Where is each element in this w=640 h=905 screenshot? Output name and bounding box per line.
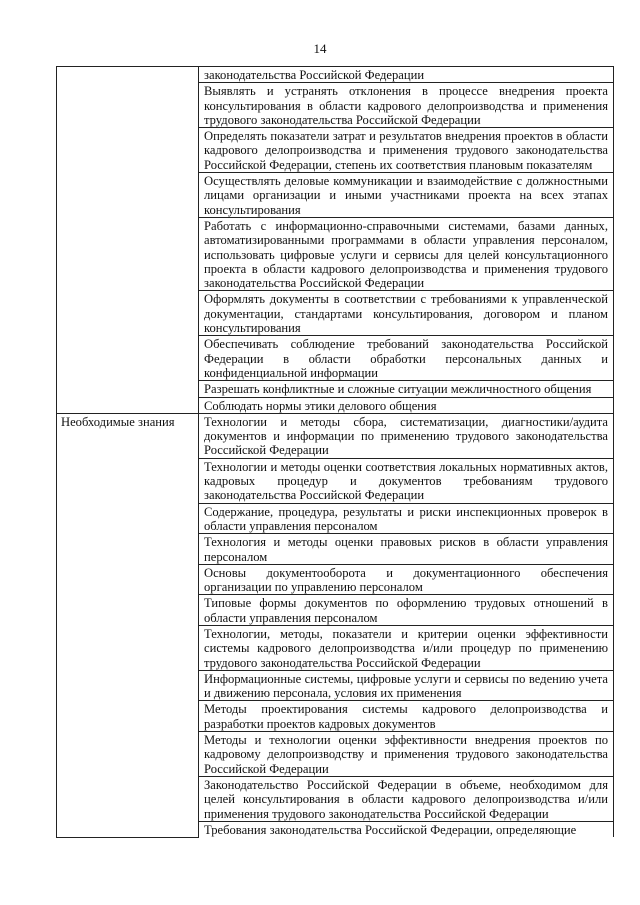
knowledge-item: Содержание, процедура, результаты и риски инспекционных проверок в области управления персоналом [199, 503, 614, 534]
knowledge-item: Информационные системы, цифровые услуги и сервисы по ведению учета и движению персонала, условия их применения [199, 670, 614, 701]
knowledge-item: Технологии и методы оценки соответствия локальных нормативных актов, кадровых процедур и документов требованиям трудового законодательства Российской Федерации [199, 458, 614, 503]
skill-item: Работать с информационно-справочными системами, базами данных, автоматизированными программами в области управления персоналом, использовать цифровые услуги и сервисы для целей консультационного проекта в области кадрового делопроизводства и применения трудового законодательства Российской Федерации [199, 217, 614, 290]
table-row [57, 67, 614, 83]
knowledge-label: Необходимые знания [61, 414, 175, 429]
skill-item: Осуществлять деловые коммуникации и взаимодействие с должностными лицами организации и иными участниками проекта на всех этапах консультирования [199, 173, 614, 218]
knowledge-item: Технологии и методы сбора, систематизации, диагностики/аудита документов и информации по применению трудового законодательства Российской Федерации [199, 413, 614, 458]
knowledge-item: Требования законодательства Российской Федерации, определяющие [199, 821, 614, 837]
skill-item: Выявлять и устранять отклонения в процессе внедрения проекта консультирования в области кадрового делопроизводства и применения трудового законодательства Российской Федерации [199, 83, 614, 128]
qualification-table [56, 66, 614, 838]
knowledge-item: Законодательство Российской Федерации в объеме, необходимом для целей консультирования в области кадрового делопроизводства и/или применения трудового законодательства Российской Федерации [199, 776, 614, 821]
skill-item: Обеспечивать соблюдение требований законодательства Российской Федерации в области обработки персональных данных и конфиденциальной информации [199, 336, 614, 381]
knowledge-item: Типовые формы документов по оформлению трудовых отношений в области управления персоналом [199, 595, 614, 626]
knowledge-item: Методы и технологии оценки эффективности внедрения проектов по кадровому делопроизводству и применения трудового законодательства Российской Федерации [199, 732, 614, 777]
skill-item: Соблюдать нормы этики делового общения [199, 397, 614, 413]
knowledge-item: Основы документооборота и документационного обеспечения организации по управлению персоналом [199, 564, 614, 595]
page-number: 14 [313, 41, 327, 56]
table-row [57, 413, 614, 458]
knowledge-item: Методы проектирования системы кадрового делопроизводства и разработки проектов кадровых документов [199, 701, 614, 732]
skill-item: законодательства Российской Федерации [199, 67, 614, 83]
knowledge-item: Технология и методы оценки правовых рисков в области управления персоналом [199, 534, 614, 565]
knowledge-label-cell [57, 413, 199, 837]
skills-label-cell [57, 67, 199, 414]
skill-item: Оформлять документы в соответствии с требованиями к управленческой документации, стандартами консультирования, договором и планом консультирования [199, 291, 614, 336]
skill-item: Определять показатели затрат и результатов внедрения проектов в области кадрового делопроизводства и применения трудового законодательства Российской Федерации, степень их соответствия плановым показателям [199, 128, 614, 173]
skill-item: Разрешать конфликтные и сложные ситуации межличностного общения [199, 381, 614, 397]
knowledge-item: Технологии, методы, показатели и критерии оценки эффективности системы кадрового делопроизводства и/или процедур по применению трудового законодательства Российской Федерации [199, 625, 614, 670]
